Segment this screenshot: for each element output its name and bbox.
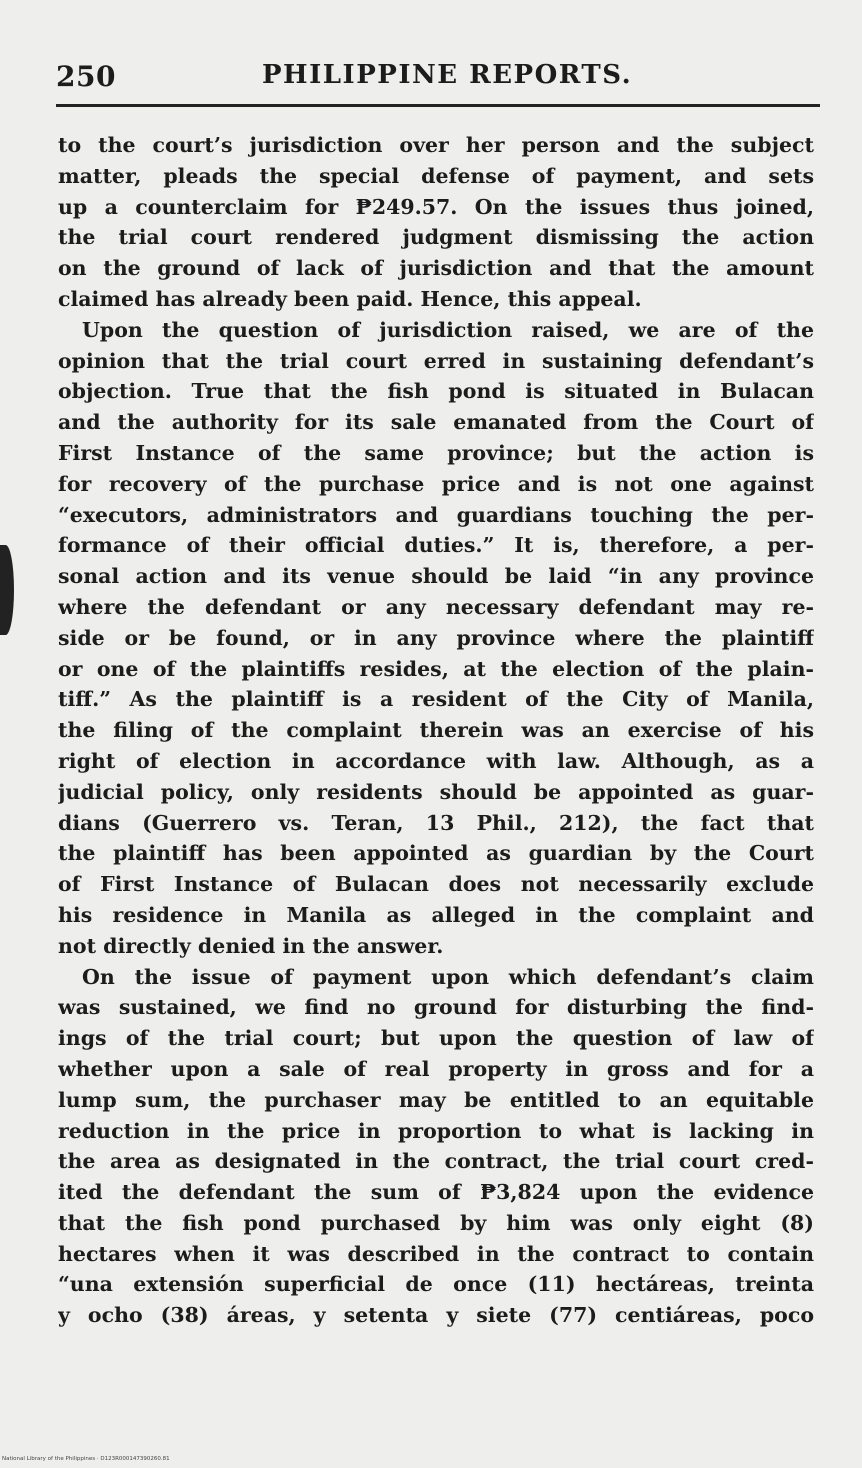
text-line: reduction in the price in proportion to what is lacking in — [58, 1118, 814, 1143]
header-rule — [56, 104, 820, 107]
text-line: the filing of the complaint therein was an exercise of his — [58, 718, 814, 743]
text-line: ited the defendant the sum of ₱3,824 upon the evidence — [58, 1180, 814, 1205]
running-head: PHILIPPINE REPORTS. — [262, 60, 633, 90]
text-line: First Instance of the same province; but the action is — [58, 440, 814, 465]
text-line: that the fish pond purchased by him was only eight (8) — [58, 1210, 814, 1235]
text-line: judicial policy, only residents should be appointed as guar- — [58, 779, 814, 804]
text-line: matter, pleads the special defense of payment, and sets — [58, 163, 814, 188]
text-line: sonal action and its venue should be laid “in any province — [58, 564, 814, 589]
text-line: right of election in accordance with law. Although, as a — [58, 748, 814, 773]
page-number: 250 — [56, 60, 116, 93]
text-line: objection. True that the fish pond is situated in Bulacan — [58, 379, 814, 404]
text-line: to the court’s jurisdiction over her person and the subject — [58, 133, 814, 157]
text-line: his residence in Manila as alleged in the complaint and — [58, 902, 814, 927]
text-line: tiff.” As the plaintiff is a resident of the City of Manila, — [58, 687, 814, 712]
text-line: or one of the plaintiffs resides, at the election of the plain- — [58, 656, 814, 681]
text-line: not directly denied in the answer. — [58, 933, 444, 958]
text-line: on the ground of lack of jurisdiction and that the amount — [58, 256, 814, 281]
text-line: hectares when it was described in the contract to contain — [58, 1241, 814, 1266]
binding-shadow — [0, 545, 14, 635]
text-line: of First Instance of Bulacan does not necessarily exclude — [58, 872, 814, 897]
text-line: the trial court rendered judgment dismissing the action — [58, 225, 814, 250]
text-line: and the authority for its sale emanated from the Court of — [58, 410, 814, 435]
text-line: up a counterclaim for ₱249.57. On the issues thus joined, — [58, 194, 814, 219]
text-line: the area as designated in the contract, the trial court cred- — [58, 1149, 814, 1174]
text-line: On the issue of payment upon which defendant’s claim — [82, 964, 814, 989]
text-line: whether upon a sale of real property in gross and for a — [58, 1056, 814, 1081]
body-text — [58, 130, 814, 1331]
text-line: “executors, administrators and guardians touching the per- — [58, 502, 814, 527]
footer-credit: National Library of the Philippines · D123R000147390260.81 — [2, 1456, 170, 1462]
text-line: the plaintiff has been appointed as guardian by the Court — [58, 841, 814, 866]
text-line: was sustained, we find no ground for disturbing the find- — [58, 995, 814, 1020]
text-line: for recovery of the purchase price and is not one against — [58, 471, 814, 496]
text-line: “una extensión superficial de once (11) hectáreas, treinta — [58, 1272, 814, 1297]
text-line: opinion that the trial court erred in sustaining defendant’s — [58, 348, 814, 373]
text-line: formance of their official duties.” It is, therefore, a per- — [58, 533, 814, 558]
text-line: dians (Guerrero vs. Teran, 13 Phil., 212), the fact that — [58, 810, 814, 835]
text-line: claimed has already been paid. Hence, this appeal. — [58, 286, 642, 311]
text-line: ings of the trial court; but upon the question of law of — [58, 1026, 814, 1051]
text-line: Upon the question of jurisdiction raised, we are of the — [82, 317, 814, 342]
text-line: where the defendant or any necessary defendant may re- — [58, 594, 814, 619]
text-line: y ocho (38) áreas, y setenta y siete (77) centiáreas, poco — [58, 1303, 814, 1328]
text-line: lump sum, the purchaser may be entitled to an equitable — [58, 1087, 814, 1112]
text-line: side or be found, or in any province where the plaintiff — [58, 625, 814, 650]
